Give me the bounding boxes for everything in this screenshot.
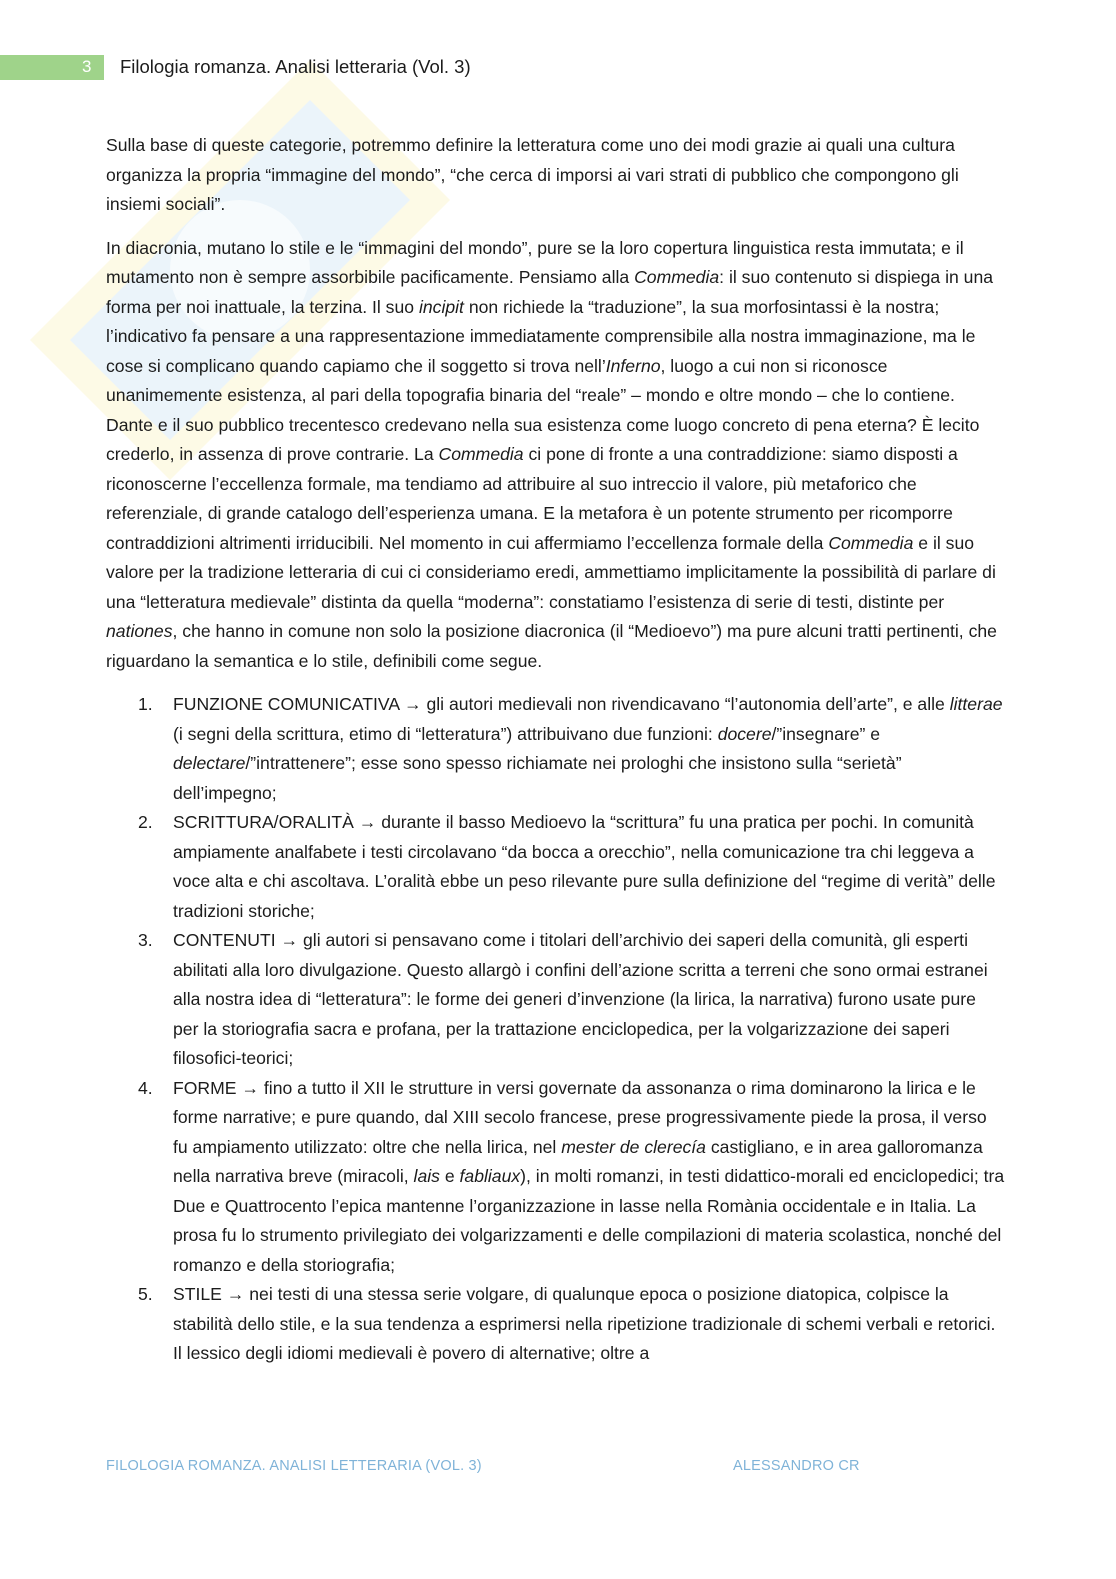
text-run: , luogo a cui non si riconosce unanimemente esistenza, al pari della topografia binaria del “reale” – mondo e oltre mondo – che lo contiene. Dante e il suo pubblico trecentesco credevano nella sua esistenza come luogo concreto di pena eterna? È lecito crederlo, in assenza di prove contrarie. La <box>106 355 980 464</box>
italic-text: Inferno <box>605 355 661 376</box>
list-item-number: 3. <box>138 930 153 950</box>
italic-text: lais <box>413 1166 440 1186</box>
text-run: ci pone di fronte a una contraddizione: siamo disposti a riconoscerne l’eccellenza formale, ma tendiamo ad attribuire al suo intreccio il valore, più metaforico che referenziale, di grande catalogo dell’esperienza umana. E la metafora è un potente strumento per ricomporre contraddizioni altrimenti irriducibili. Nel momento in cui affermiamo l’eccellenza formale della <box>106 444 958 553</box>
numbered-list <box>106 690 1006 1369</box>
text-run: CONTENUTI → gli autori si pensavano come i titolari dell’archivio dei saperi della comunità, gli esperti abilitati alla loro divulgazione. Questo allargò i confini dell’azione scritta a terreni che sono ormai estranei alla nostra idea di “letteratura”: le forme dei generi d’invenzione (la lirica, la narrativa) furono usate pure per la storiografia sacra e profana, per la trattazione enciclopedica, per la volgarizzazione dei saperi filosofici-teorici; <box>173 930 988 1068</box>
italic-text: fabliaux <box>459 1166 521 1186</box>
list-item <box>106 690 1006 808</box>
text-run: : il suo contenuto si dispiega in una forma per noi inattuale, la terzina. Il suo <box>106 267 994 317</box>
italic-text: docere <box>717 723 772 744</box>
text-run: ), in molti romanzi, in testi didattico-morali ed enciclopedici; tra Due e Quattrocento l’epica mantenne l’organizzazione in lasse nella Romània occidentale e in Italia. La prosa fu lo strumento privilegiato dei volgarizzamenti e delle compilazioni di materia scolastica, nonché del romanzo e della storiografia; <box>173 1166 1005 1275</box>
text-run: /”intrattenere”; esse sono spesso richiamate nei prologhi che insistono sulla “serietà” dell’impegno; <box>173 753 902 803</box>
text-run: FORME → fino a tutto il XII le strutture in versi governate da assonanza o rima dominarono la lirica e le forme narrative; e pure quando, dal XIII secolo francese, prese progressivamente piede la prosa, il verso fu ampiamento utilizzato: oltre che nella lirica, nel <box>173 1077 987 1157</box>
italic-text: litterae <box>949 694 1003 714</box>
text-run: non richiede la “traduzione”, la sua morfosintassi è la nostra; l’indicativo fa pensare a una rappresentazione immediatamente comprensibile alla nostra immaginazione, ma le cose si complicano quando capiamo che il soggetto si trova nell’ <box>106 296 976 376</box>
document-body <box>106 131 1006 1369</box>
text-run: SCRITTURA/ORALITÀ → durante il basso Medioevo la “scrittura” fu una pratica per pochi. In comunità ampiamente analfabete i testi circolavano “da bocca a orecchio”, nella comunicazione tra chi leggeva a voce alta e chi ascoltava. L’oralità ebbe un peso rilevante pure sulla definizione del “regime di verità” delle tradizioni storiche; <box>173 812 996 921</box>
footer-author: ALESSANDRO CR <box>733 1458 860 1474</box>
italic-text: Commedia <box>634 267 720 287</box>
italic-text: delectare <box>173 753 246 773</box>
text-run: castigliano, e in area galloromanza nella narrativa breve (miracoli, <box>173 1136 983 1186</box>
italic-text: nationes <box>106 621 173 641</box>
list-item-number: 4. <box>138 1077 153 1098</box>
list-item <box>106 1074 1006 1281</box>
paragraphs <box>106 131 1006 676</box>
paragraph <box>106 131 1006 220</box>
list-item-number: 1. <box>138 694 153 714</box>
footer-title: FILOLOGIA ROMANZA. ANALISI LETTERARIA (VOL. 3) <box>106 1458 482 1474</box>
list-item <box>106 808 1006 926</box>
text-run: e il suo valore per la tradizione letteraria di cui ci consideriamo eredi, ammettiamo implicitamente la possibilità di parlare di una “letteratura medievale” distinta da quella “moderna”: constatiamo l’esistenza di serie di testi, distinte per <box>106 532 996 612</box>
text-run: Sulla base di queste categorie, potremmo definire la letteratura come uno dei modi grazie ai quali una cultura organizza la propria “immagine del mondo”, “che cerca di imporsi ai vari strati di pubblico che compongono gli insiemi sociali”. <box>106 135 959 214</box>
list-item-number: 2. <box>138 812 153 832</box>
list-item-number: 5. <box>138 1284 153 1304</box>
text-run: (i segni della scrittura, etimo di “letteratura”) attribuivano due funzioni: <box>173 723 718 744</box>
list-item <box>106 1280 1006 1369</box>
text-run: e <box>439 1166 460 1186</box>
header-title: Filologia romanza. Analisi letteraria (Vol. 3) <box>120 56 471 77</box>
page-number: 3 <box>82 57 92 76</box>
text-run: FUNZIONE COMUNICATIVA → gli autori medievali non rivendicavano “l’autonomia dell’arte”, e alle <box>173 694 950 714</box>
list-item <box>106 926 1006 1074</box>
paragraph <box>106 234 1006 677</box>
text-run: In diacronia, mutano lo stile e le “immagini del mondo”, pure se la loro copertura linguistica resta immutata; e il mutamento non è sempre assorbibile pacificamente. Pensiamo alla <box>106 237 964 287</box>
italic-text: Commedia <box>828 532 914 553</box>
text-run: /”insegnare” e <box>771 723 881 744</box>
text-run: STILE → nei testi di una stessa serie volgare, di qualunque epoca o posizione diatopica, colpisce la stabilità dello stile, e la sua tendenza a esprimersi nella ripetizione tradizionale di schemi verbali e retorici. Il lessico degli idiomi medievali è povero di alternative; oltre a <box>173 1284 996 1363</box>
text-run: , che hanno in comune non solo la posizione diacronica (il “Medioevo”) ma pure alcuni tratti pertinenti, che riguardano la semantica e lo stile, definibili come segue. <box>106 621 997 671</box>
italic-text: mester de clerecía <box>561 1136 706 1157</box>
italic-text: Commedia <box>438 444 524 464</box>
italic-text: incipit <box>418 296 464 317</box>
